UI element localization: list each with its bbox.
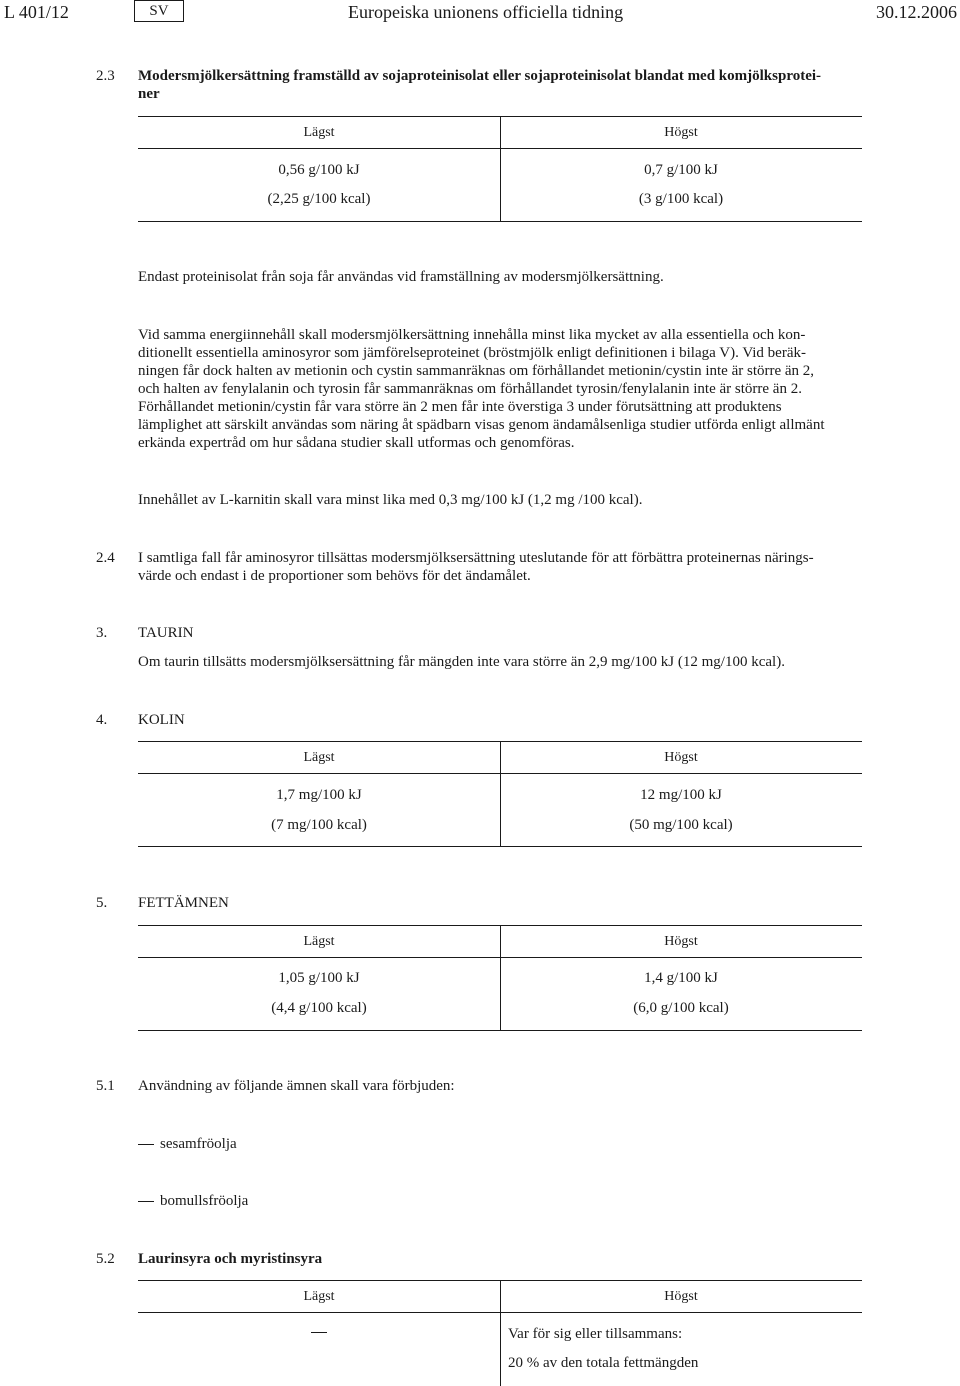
section-3-title: TAURIN: [138, 625, 194, 641]
column-header-high: Högst: [664, 934, 698, 949]
section-5-2-title: Laurinsyra och myristinsyra: [138, 1251, 323, 1267]
high-value-kj: 0,7 g/100 kJ: [644, 162, 718, 178]
table-header-rule: [138, 148, 862, 149]
column-header-high: Högst: [664, 1289, 698, 1304]
low-value-kcal: (7 mg/100 kcal): [271, 817, 367, 833]
paragraph-line: ditionellt essentiella aminosyror som jämförelseproteinet (bröstmjölk enligt definitionen i bilaga V). Vid beräk-: [138, 345, 806, 361]
section-5-number: 5.: [96, 895, 108, 911]
high-value-kcal: (50 mg/100 kcal): [629, 817, 733, 833]
section-5-1-text: Användning av följande ämnen skall vara förbjuden:: [138, 1078, 455, 1094]
language-code-box: SV: [134, 0, 184, 22]
fat-limits-table: [138, 925, 862, 1031]
table-header-rule: [138, 1312, 862, 1313]
section-2-3-title-line1: Modersmjölkersättning framställd av sojaproteinisolat eller sojaproteinisolat blandat med komjölksprotei-: [138, 68, 822, 84]
em-dash-bullet: [138, 1201, 154, 1202]
low-value-kj: 1,7 mg/100 kJ: [276, 787, 362, 803]
section-2-3-title-line2: ner: [138, 86, 160, 102]
em-dash-bullet: [138, 1144, 154, 1145]
section-5-2-number: 5.2: [96, 1251, 115, 1267]
list-item: [138, 1192, 248, 1210]
section-5-1-number: 5.1: [96, 1078, 115, 1094]
carnitine-paragraph: Innehållet av L-karnitin skall vara minst lika med 0,3 mg/100 kJ (1,2 mg /100 kcal).: [138, 492, 643, 508]
table-header-rule: [138, 957, 862, 958]
table-header-rule: [138, 773, 862, 774]
high-value-line1: Var för sig eller tillsammans:: [508, 1326, 683, 1342]
section-2-3-number: 2.3: [96, 68, 115, 84]
low-value-none: [138, 1324, 500, 1341]
table-bottom-rule: [138, 846, 862, 847]
column-header-high: Högst: [664, 750, 698, 765]
low-value-kcal: (2,25 g/100 kcal): [267, 191, 371, 207]
page-reference: L 401/12: [4, 2, 69, 22]
paragraph-line: Vid samma energiinnehåll skall modersmjölkersättning innehålla minst lika mycket av alla essentiella och kon-: [138, 327, 806, 343]
paragraph-line: och halten av fenylalanin och tyrosin får sammanräknas om förhållandet tyrosin/fenylalanin inte är större än 2.: [138, 381, 802, 397]
paragraph-line: erkända expertråd om hur sådana studier skall utformas och genomföras.: [138, 435, 575, 451]
protein-limits-table: [138, 116, 862, 222]
section-4-title: KOLIN: [138, 712, 185, 728]
soy-protein-paragraph: Endast proteinisolat från soja får användas vid framställning av modersmjölkersättning.: [138, 269, 664, 285]
journal-title: Europeiska unionens officiella tidning: [348, 2, 624, 22]
section-2-4-number: 2.4: [96, 550, 115, 566]
choline-limits-table: [138, 741, 862, 847]
column-header-low: Lägst: [303, 750, 335, 765]
list-item-label: sesamfröolja: [160, 1136, 237, 1152]
high-value-kcal: (6,0 g/100 kcal): [633, 1000, 729, 1016]
low-value-kj: 0,56 g/100 kJ: [278, 162, 360, 178]
column-header-low: Lägst: [303, 934, 335, 949]
column-header-low: Lägst: [303, 125, 335, 140]
lauric-myristic-table: [138, 1280, 862, 1386]
em-dash: [311, 1332, 327, 1333]
section-2-4-line1: I samtliga fall får aminosyror tillsättas modersmjölksersättning uteslutande för att förbättra proteinernas närings-: [138, 550, 814, 566]
taurine-paragraph: Om taurin tillsätts modersmjölksersättning får mängden inte vara större än 2,9 mg/100 kJ (12 mg/100 kcal).: [138, 654, 785, 670]
section-3-number: 3.: [96, 625, 108, 641]
high-value-kcal: (3 g/100 kcal): [638, 191, 724, 207]
section-4-number: 4.: [96, 712, 108, 728]
paragraph-line: lämplighet att särskilt användas som näring åt spädbarn visas genom ändamålsenliga studier utförda enligt allmänt: [138, 417, 825, 433]
section-5-title: FETTÄMNEN: [138, 895, 229, 911]
column-header-high: Högst: [664, 125, 698, 140]
high-value-line2: 20 % av den totala fettmängden: [508, 1355, 699, 1371]
paragraph-line: ningen får dock halten av metionin och cystin sammanräknas om förhållandet metionin/cystin inte är större än 2,: [138, 363, 815, 379]
column-header-low: Lägst: [303, 1289, 335, 1304]
table-bottom-rule: [138, 221, 862, 222]
amino-acid-paragraph: [138, 326, 862, 452]
section-2-4-line2: värde och endast i de proportioner som behövs för det ändamålet.: [138, 568, 531, 584]
low-value-kcal: (4,4 g/100 kcal): [271, 1000, 367, 1016]
paragraph-line: Förhållandet metionin/cystin får vara större än 2 men får inte överstiga 3 under förutsättning att produktens: [138, 399, 782, 415]
high-value-kj: 12 mg/100 kJ: [640, 787, 722, 803]
list-item: [138, 1135, 237, 1153]
publication-date: 30.12.2006: [876, 2, 957, 22]
low-value-kj: 1,05 g/100 kJ: [278, 970, 360, 986]
list-item-label: bomullsfröolja: [160, 1193, 249, 1209]
high-value-kj: 1,4 g/100 kJ: [644, 970, 718, 986]
table-bottom-rule: [138, 1030, 862, 1031]
